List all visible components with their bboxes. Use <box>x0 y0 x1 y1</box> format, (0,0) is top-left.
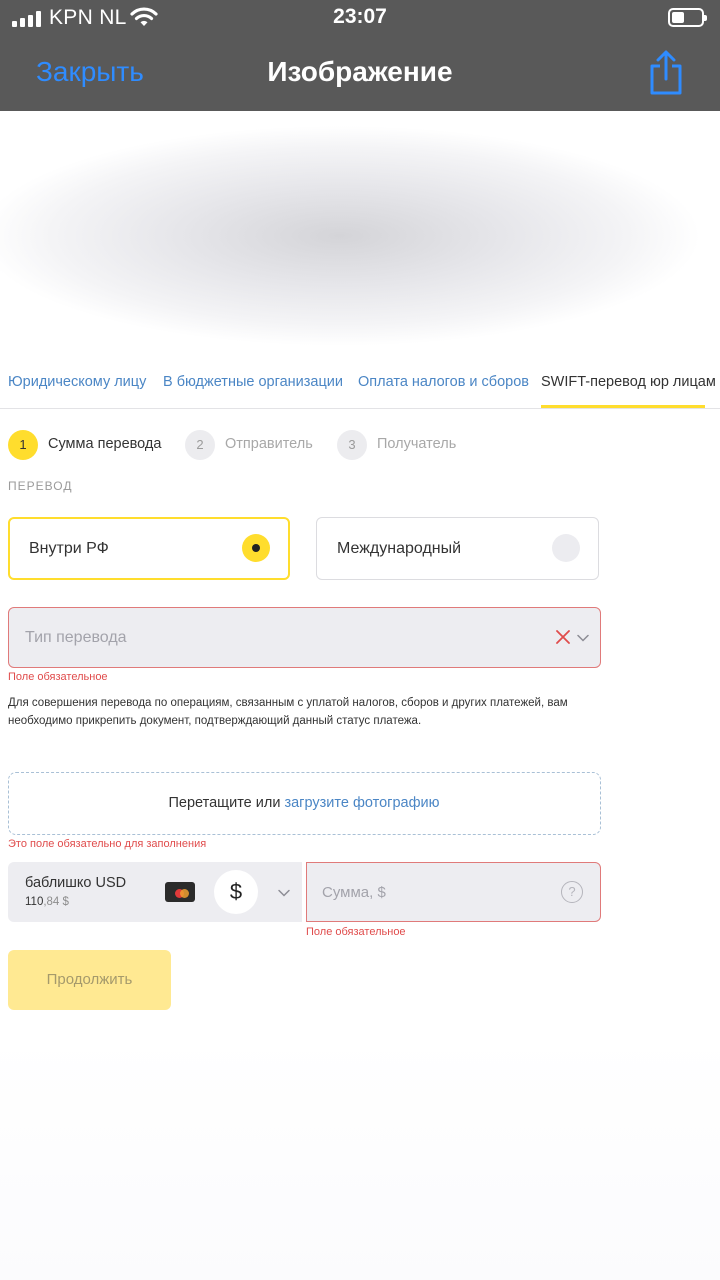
option-label: Международный <box>337 540 462 557</box>
blurred-header-image <box>0 111 720 357</box>
option-domestic[interactable] <box>8 517 290 580</box>
account-balance <box>25 896 69 908</box>
tab-bar <box>0 357 720 409</box>
clear-icon[interactable] <box>554 628 572 646</box>
chevron-down-icon[interactable] <box>576 631 590 645</box>
balance-main: 110 <box>25 896 44 908</box>
amount-error: Поле обязательное <box>306 926 406 938</box>
amount-placeholder: Сумма, $ <box>322 884 386 901</box>
radio-unselected-icon[interactable] <box>552 534 580 562</box>
step-label: Отправитель <box>225 436 313 452</box>
ios-header <box>0 0 720 111</box>
option-international[interactable] <box>316 517 599 580</box>
upload-photo-link[interactable]: загрузите фотографию <box>284 795 440 811</box>
amount-input[interactable] <box>306 862 601 922</box>
account-name: баблишко USD <box>25 875 127 891</box>
mastercard-icon <box>165 882 195 902</box>
chevron-down-icon[interactable] <box>277 886 291 900</box>
status-bar <box>0 0 720 36</box>
clock: 23:07 <box>333 5 387 28</box>
help-icon[interactable]: ? <box>561 881 583 903</box>
document-requirement-note: Для совершения перевода по операциям, связанным с уплатой налогов, сборов и других платежей, вам необходимо прикрепить документ, подтверждающий данный статус платежа. <box>8 697 568 727</box>
select-placeholder: Тип перевода <box>25 629 127 646</box>
balance-rest: ,84 $ <box>43 896 69 908</box>
upload-text-wrap <box>9 795 599 811</box>
battery-icon <box>668 8 704 27</box>
tab-swift-transfer[interactable]: SWIFT-перевод юр лицам <box>541 374 716 390</box>
tab-budget-organizations[interactable]: В бюджетные организации <box>163 374 343 390</box>
tab-legal-entity[interactable]: Юридическому лицу <box>8 374 147 390</box>
step-label: Получатель <box>377 436 457 452</box>
upload-text: Перетащите или <box>168 795 281 811</box>
radio-selected-icon[interactable] <box>242 534 270 562</box>
active-tab-indicator <box>541 405 705 408</box>
transfer-section-label: ПЕРЕВОД <box>8 479 73 493</box>
step-label: Сумма перевода <box>48 436 162 452</box>
carrier-name: KPN NL <box>49 6 127 29</box>
step-number: 2 <box>185 430 215 460</box>
upload-dropzone[interactable] <box>8 772 601 835</box>
page-title: Изображение <box>267 56 453 87</box>
continue-button[interactable]: Продолжить <box>8 950 171 1010</box>
tab-taxes-and-fees[interactable]: Оплата налогов и сборов <box>358 374 530 390</box>
transfer-type-error: Поле обязательное <box>8 671 108 683</box>
transfer-type-select[interactable] <box>8 607 601 668</box>
step-number: 3 <box>337 430 367 460</box>
account-select[interactable] <box>8 862 302 922</box>
upload-error: Это поле обязательно для заполнения <box>8 838 207 850</box>
blurred-footer <box>0 1034 720 1280</box>
share-icon[interactable] <box>646 50 686 96</box>
step-number: 1 <box>8 430 38 460</box>
close-button[interactable]: Закрыть <box>36 56 144 87</box>
option-label: Внутри РФ <box>29 540 109 557</box>
currency-dollar-icon: $ <box>214 870 258 914</box>
